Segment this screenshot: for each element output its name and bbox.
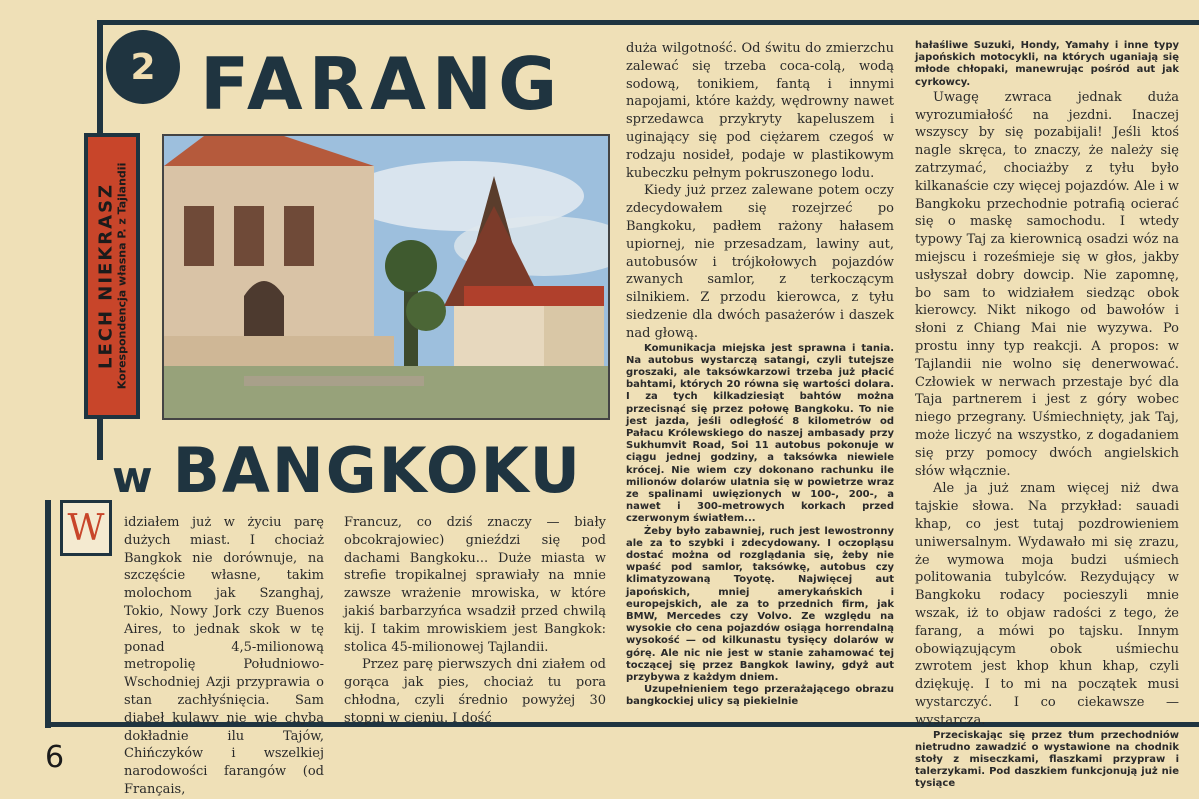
author-name: LECH NIEKRASZ bbox=[95, 182, 117, 370]
headline-bottom bbox=[112, 434, 582, 507]
temple-illustration bbox=[164, 136, 608, 418]
paragraph: Francuz, co dziś znaczy — biały obcokrajowiec) gnieździ się pod dachami Bangkoku... Duże miasta w strefie tropikalnej sprawiały na mnie zawsze wrażenie mrowiska, w które jakiś barbarzyńca wsadził przed chwilą kij. I takim mrowiskiem jest Bangkok: stolica 45-milionowej Tajlandii. bbox=[344, 515, 606, 655]
episode-number-badge: 2 bbox=[106, 30, 180, 104]
paragraph-bold: hałaśliwe Suzuki, Hondy, Yamahy i inne typy japońskich motocykli, na których uganiają się młode chłopaki, manewrując pośród aut jak cyrkowcy. bbox=[915, 40, 1179, 88]
page-number: 6 bbox=[45, 740, 65, 775]
frame-top bbox=[100, 20, 1199, 25]
paragraph-bold: Uzupełnieniem tego przerażającego obrazu bangkockiej ulicy są piekielnie bbox=[626, 684, 894, 708]
paragraph-bold: Komunikacja miejska jest sprawna i tania. Na autobus wystarczą satangi, czyli tutejsze groszaki, ale taksówkarzowi trzeba już płacić bahtami, których 20 równa się wartości dolara. I za tych kilkadziesiąt bahtów można przecisnąć się przez połowę Bangkoku. To nie jest jazda, jeśli odległość 8 kilometrów od Pałacu Królewskiego do naszej ambasady przy Sukhumvit Road, Soi 11 autobus pokonuje w ciągu jednej godziny, a taksówka niewiele krócej. Nie wiem czy dokonano rachunku ile milionów dolarów ulatnia się w powietrze wraz ze spalinami uwięzionych w 100-, 200-, a nawet i 300-metrowych korkach przed czerwonym światłem... bbox=[626, 342, 894, 525]
headline-top: FARANG bbox=[200, 42, 564, 126]
article-column-4 bbox=[915, 40, 1179, 791]
paragraph: Kiedy już przez zalewane potem oczy zdecydowałem się rozejrzeć po Bangkoku, padłem rażony hałasem upiornej, nie przesadzam, lawiny aut, autobusów i trójkołowych pojazdów zwanych samlor, z terkoczącym silnikiem. Z przodu kierowca, z tyłu siedzenie dla dwóch pasażerów i daszek nad głową. bbox=[626, 183, 894, 341]
frame-left-lower bbox=[45, 500, 51, 728]
temple-photo bbox=[162, 134, 610, 420]
paragraph-bold: Przeciskając się przez tłum przechodniów nietrudno zawadzić o wystawione na chodnik stoły z miseczkami, flaszkami przypraw i talerzykami. Pod daszkiem funkcjonują już nie tysiące bbox=[915, 729, 1179, 790]
paragraph: Przez parę pierwszych dni ziałem od gorąca jak pies, chociaż tu pora chłodna, czyli średnio powyżej 30 stopni w cieniu. I dość bbox=[344, 657, 606, 726]
author-byline bbox=[84, 133, 140, 419]
author-affiliation: Korespondencja własna P. z Tajlandii bbox=[114, 162, 128, 390]
headline-preposition: w bbox=[112, 452, 155, 503]
headline-city: BANGKOKU bbox=[172, 434, 582, 507]
paragraph: Uwagę zwraca jednak duża wyrozumiałość na jezdni. Inaczej wszyscy by się pozabijali! Jeśli ktoś nagle skręca, to znaczy, że należy się zatrzymać, chociażby z tyłu było kilkanaście czy więcej pojazdów. Ale i w Bangkoku przechodnie potrafią ocierać się o maskę samochodu. I wtedy typowy Taj za kierownicą osadzi wóz na miejscu i roześmieje się w głos, jakby usłyszał dobry dowcip. Nie zapomnę, bo sam to widziałem siedząc obok kierowcy. Nikt nikogo od bawołów i słoni z Chiang Mai nie wyzywa. Po prostu inny typ reakcji. A propos: w Tajlandii nie wolno się denerwować. Człowiek w nerwach przestaje być dla Taja partnerem i jest z góry wobec niego przegrany. Uśmiechnięty, jak Taj, może liczyć na wszystko, z dogadaniem się przy pomocy dwóch angielskich słów włącznie. bbox=[915, 89, 1179, 479]
paragraph: duża wilgotność. Od świtu do zmierzchu zalewać się trzeba coca-colą, wodą sodową, tonikiem, fantą i innymi napojami, które każdy, wędrowny nawet sprzedawca przykryty kapeluszem i uginający się pod ciężarem czegoś w rodzaju nosideł, podaje w plastikowym kubeczku pełnym pokruszonego lodu. bbox=[626, 41, 894, 181]
paragraph: idziałem już w życiu parę dużych miast. I chociaż Bangkok nie dorównuje, na szczęście własne, takim molochom jak Szanghaj, Tokio, Nowy Jork czy Buenos Aires, to jednak skok w tę ponad 4,5-milionową metropolię Południowo-Wschodniej Azji przyprawia o stan zachłyśnięcia. Sam diabeł kulawy nie wie chyba dokładnie ilu Tajów, Chińczyków i wszelkiej narodowości farangów (od Français, bbox=[124, 515, 324, 797]
paragraph-bold: Żeby było zabawniej, ruch jest lewostronny ale za to szybki i zdecydowany. I oczopląsu dostać można od rozglądania się, żeby nie wpaść pod samlor, taksówkę, autobus czy klimatyzowaną Toyotę. Najwięcej aut japońskich, mniej amerykańskich i europejskich, ale za to przednich firm, jak BMW, Mercedes czy Volvo. Ze względu na wysokie cło cena pojazdów osiąga horrendalną wysokość — od kilkunastu tysięcy dolarów w górę. Ale nic nie jest w stanie zahamować tej toczącej się przez Bangkok lawiny, gdyż aut przybywa z każdym dniem. bbox=[626, 525, 894, 684]
article-column-1 bbox=[62, 514, 324, 799]
article-column-3 bbox=[626, 40, 894, 709]
article-column-2 bbox=[344, 514, 606, 728]
paragraph: Ale ja już znam więcej niż dwa tajskie słowa. Na przykład: sauadi khap, co jest tutaj pozdrowieniem uniwersalnym. Wydawało mi się zrazu, że wymowa moja budzi uśmiech politowania tubylców. Rezydujący w Bangkoku rodacy pocieszyli mnie wszak, iż to objaw radości z tego, że farang, a mówi po tajsku. Innym obowiązującym obok uśmiechu zwrotem jest khop khun khap, czyli dziękuję. I to mi na początek musi wystarczyć. I co ciekawsze — wystarcza. bbox=[915, 481, 1179, 728]
drop-cap: W bbox=[60, 500, 112, 556]
